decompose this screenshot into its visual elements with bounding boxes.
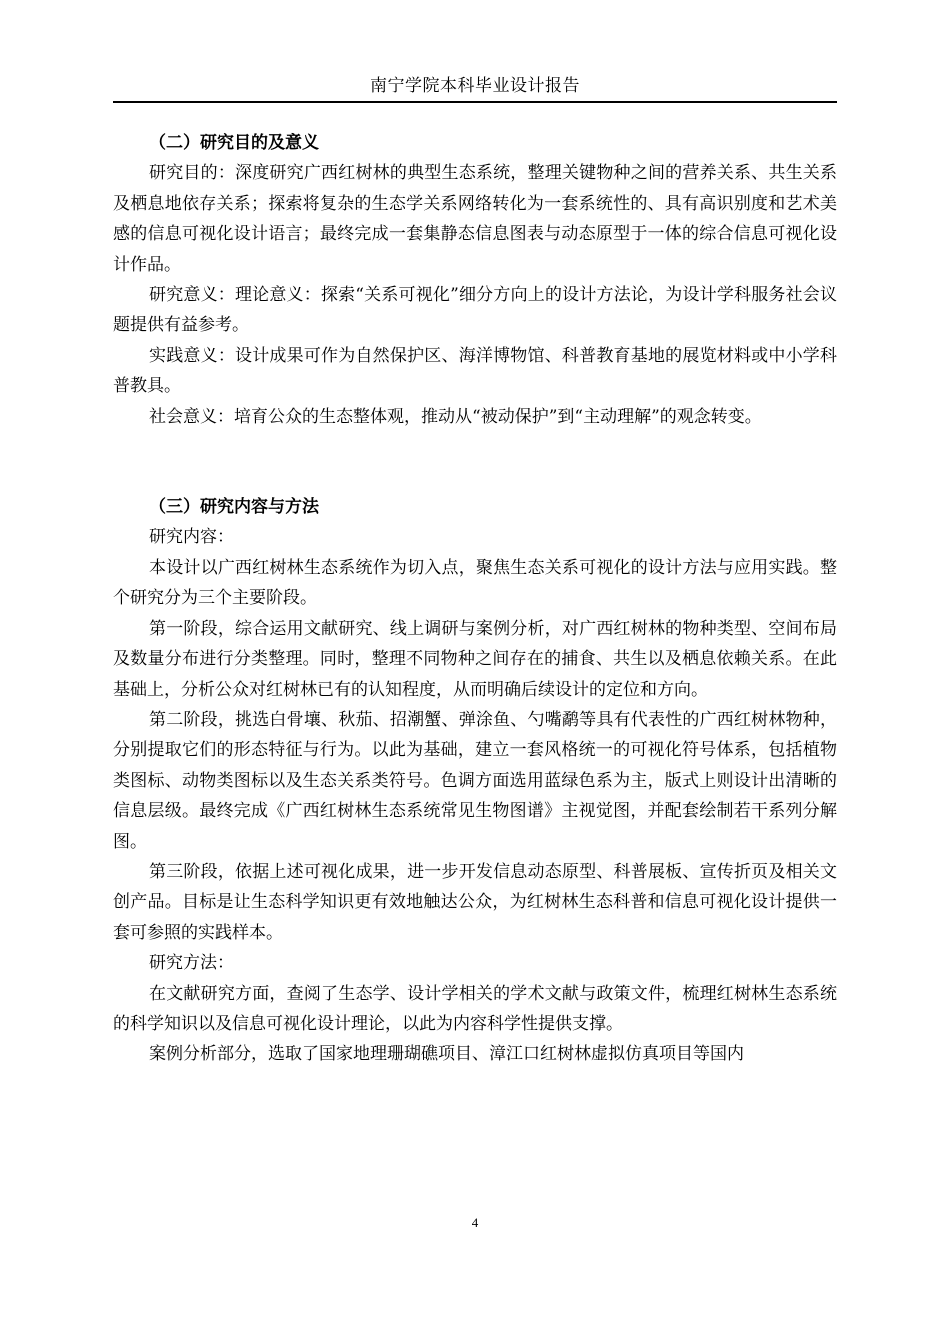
paragraph-stage-three: 第三阶段，依据上述可视化成果，进一步开发信息动态原型、科普展板、宣传折页及相关文创产品。目标是让生态科学知识更有效地触达公众，为红树林生态科普和信息可视化设计提供一套可参照的实践样本。 — [113, 861, 837, 943]
paragraph-research-purpose: 研究目的：深度研究广西红树林的典型生态系统，整理关键物种之间的营养关系、共生关系及栖息地依存关系；探索将复杂的生态学关系网络转化为一套系统性的、具有高识别度和艺术美感的信息可视化设计语言；最终完成一套集静态信息图表与动态原型于一体的综合信息可视化设计作品。 — [113, 163, 837, 275]
page-number: 4 — [471, 1215, 479, 1230]
paragraph-case-analysis: 案例分析部分，选取了国家地理珊瑚礁项目、漳江口红树林虚拟仿真项目等国内 — [149, 1044, 744, 1065]
paragraph-content-label: 研究内容： — [149, 527, 234, 548]
paragraph-practical-significance: 实践意义：设计成果可作为自然保护区、海洋博物馆、科普教育基地的展览材料或中小学科普教具。 — [113, 345, 837, 397]
section-spacer — [113, 432, 837, 492]
paragraph-social-significance: 社会意义：培育公众的生态整体观，推动从“被动保护”到“主动理解”的观念转变。 — [149, 406, 762, 427]
page-body — [113, 128, 837, 1070]
paragraph-stage-two: 第二阶段，挑选白骨壤、秋茄、招潮蟹、弹涂鱼、勺嘴鹬等具有代表性的广西红树林物种，分别提取它们的形态特征与行为。以此为基础，建立一套风格统一的可视化符号体系，包括植物类图标、动物类图标以及生态关系类符号。色调方面选用蓝绿色系为主，版式上则设计出清晰的信息层级。最终完成《广西红树林生态系统常见生物图谱》主视觉图，并配套绘制若干系列分解图。 — [113, 709, 837, 852]
paragraph-stage-one: 第一阶段，综合运用文献研究、线上调研与案例分析，对广西红树林的物种类型、空间布局及数量分布进行分类整理。同时，整理不同物种之间存在的捕食、共生以及栖息依赖关系。在此基础上，分析公众对红树林已有的认知程度，从而明确后续设计的定位和方向。 — [113, 618, 837, 700]
paragraph-theoretical-significance: 研究意义：理论意义：探索“关系可视化”细分方向上的设计方法论，为设计学科服务社会议题提供有益参考。 — [113, 285, 837, 336]
page-header-title: 南宁学院本科毕业设计报告 — [370, 76, 580, 96]
section-heading-research-content: （三）研究内容与方法 — [149, 497, 319, 518]
paragraph-method-label: 研究方法： — [149, 953, 234, 974]
paragraph-literature-method: 在文献研究方面，查阅了生态学、设计学相关的学术文献与政策文件，梳理红树林生态系统的科学知识以及信息可视化设计理论，以此为内容科学性提供支撑。 — [113, 983, 837, 1034]
paragraph-content-intro: 本设计以广西红树林生态系统作为切入点，聚焦生态关系可视化的设计方法与应用实践。整个研究分为三个主要阶段。 — [113, 557, 837, 609]
section-heading-research-purpose: （二）研究目的及意义 — [149, 133, 319, 153]
header-divider — [113, 101, 837, 103]
